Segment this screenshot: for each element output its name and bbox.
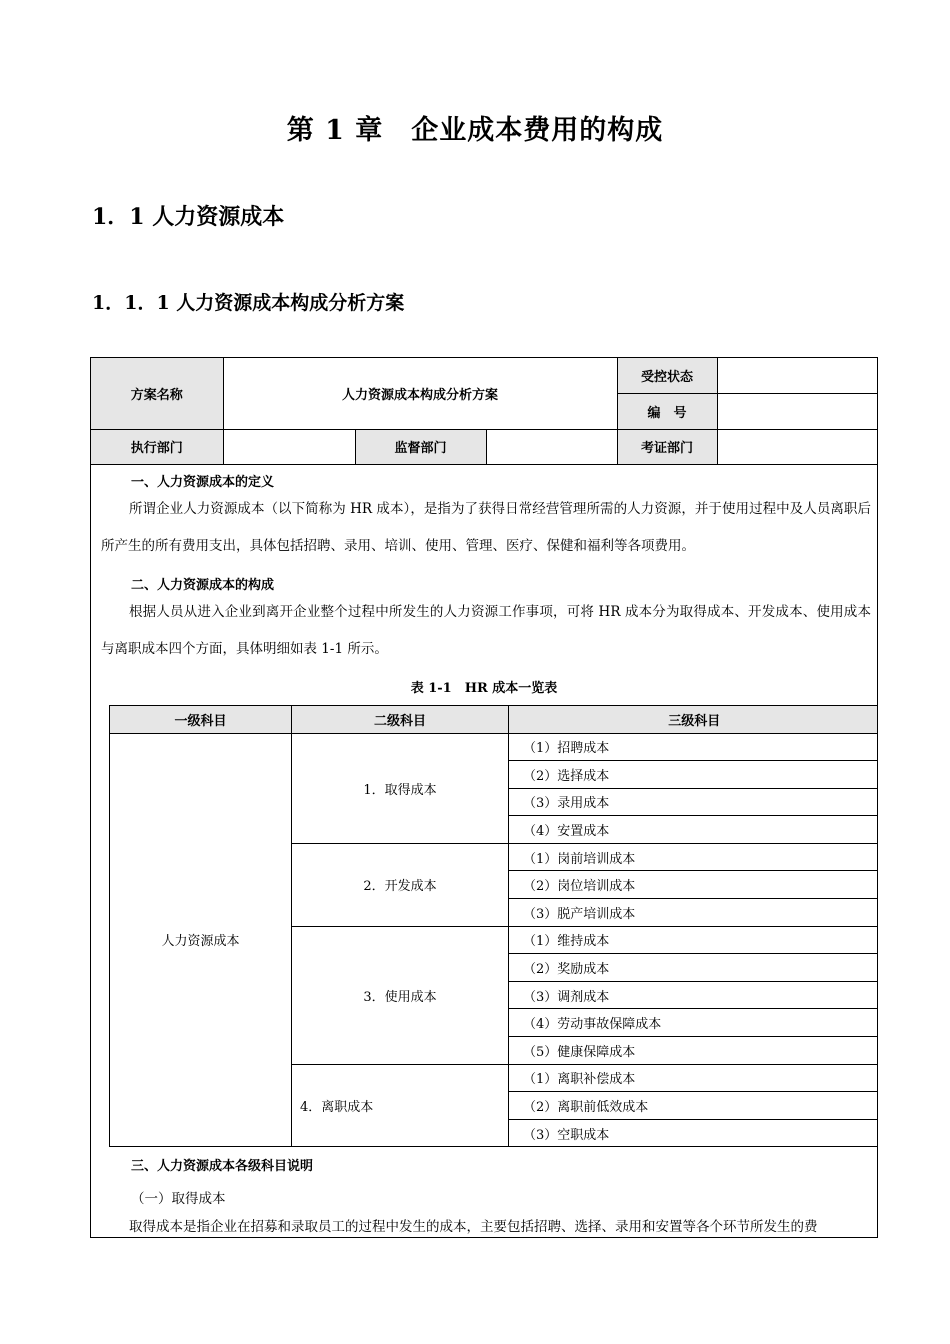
sec3-title: 三、人力资源成本各级科目说明 (131, 1158, 314, 1174)
level2-usage: 3．使用成本 (292, 926, 509, 1064)
col-header-level1: 一级科目 (110, 705, 292, 733)
level2-development: 2．开发成本 (292, 843, 509, 926)
section-title: 1．1 人力资源成本 (92, 204, 285, 230)
level3-item: （3）空职成本 (509, 1119, 879, 1147)
sub1-text: 取得成本是指企业在招募和录取员工的过程中发生的成本，主要包括招聘、选择、录用和安置等各个环节所发生的费 (129, 1218, 818, 1235)
subsection-title: 1．1．1 人力资源成本构成分析方案 (92, 292, 405, 314)
level3-item: （2）岗位培训成本 (509, 871, 879, 899)
level3-item: （1）招聘成本 (509, 733, 879, 761)
level3-item: （1）岗前培训成本 (509, 843, 879, 871)
level3-item: （2）奖励成本 (509, 954, 879, 982)
supervise-dept-value[interactable] (486, 429, 617, 464)
chapter-title: 第 1 章 企业成本费用的构成 (286, 115, 664, 146)
exec-dept-value[interactable] (223, 429, 355, 464)
level3-item: （3）录用成本 (509, 788, 879, 816)
controlled-status-value[interactable] (717, 358, 877, 393)
plan-name-label: 方案名称 (91, 358, 223, 429)
table-caption: 表 1-1 HR 成本一览表 (410, 680, 558, 696)
plan-document-frame (90, 357, 878, 1238)
plan-name-value: 人力资源成本构成分析方案 (223, 358, 617, 429)
col-header-level2: 二级科目 (292, 705, 509, 733)
level2-separation: 4．离职成本 (292, 1064, 509, 1147)
evidence-dept-label: 考证部门 (617, 429, 717, 464)
sec1-title: 一、人力资源成本的定义 (131, 474, 275, 490)
evidence-dept-value[interactable] (717, 429, 877, 464)
number-label: 编 号 (617, 393, 717, 429)
level3-item: （3）脱产培训成本 (509, 899, 879, 927)
col-header-level3: 三级科目 (509, 705, 879, 733)
level1-cell: 人力资源成本 (110, 733, 292, 1147)
level3-item: （3）调剂成本 (509, 981, 879, 1009)
plan-header-table (91, 358, 877, 465)
hr-cost-table (109, 705, 878, 1148)
level3-item: （1）维持成本 (509, 926, 879, 954)
level3-item: （5）健康保障成本 (509, 1037, 879, 1065)
level3-item: （4）劳动事故保障成本 (509, 1009, 879, 1037)
level2-acquisition: 1．取得成本 (292, 733, 509, 843)
controlled-status-label: 受控状态 (617, 358, 717, 393)
sec1-text: 所谓企业人力资源成本（以下简称为 HR 成本），是指为了获得日常经营管理所需的人力资源，并于使用过程中及人员离职后所产生的所有费用支出，具体包括招聘、录用、培训、使用、管理、医疗、保健和福利等各项费用。 (101, 500, 871, 554)
level3-item: （1）离职补偿成本 (509, 1064, 879, 1092)
supervise-dept-label: 监督部门 (355, 429, 486, 464)
sub1-title: （一）取得成本 (131, 1190, 226, 1207)
table-row (110, 733, 879, 761)
level3-item: （4）安置成本 (509, 816, 879, 844)
number-value[interactable] (717, 393, 877, 429)
level3-item: （2）离职前低效成本 (509, 1092, 879, 1120)
sec2-title: 二、人力资源成本的构成 (131, 577, 275, 593)
sec2-text: 根据人员从进入企业到离开企业整个过程中所发生的人力资源工作事项，可将 HR 成本分为取得成本、开发成本、使用成本与离职成本四个方面，具体明细如表 1-1 所示。 (101, 603, 871, 657)
exec-dept-label: 执行部门 (91, 429, 223, 464)
level3-item: （2）选择成本 (509, 761, 879, 789)
